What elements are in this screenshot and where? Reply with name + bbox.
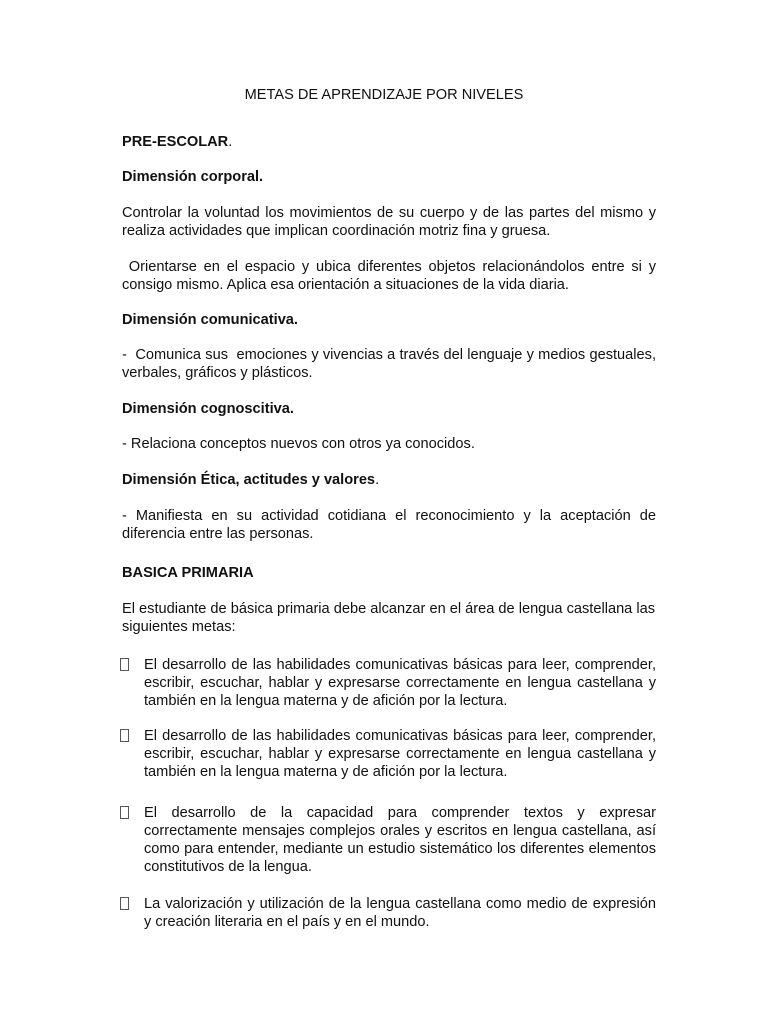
list-item (120, 656, 656, 710)
paragraph-cognoscitiva: - Relaciona conceptos nuevos con otros ya conocidos. (122, 436, 475, 452)
preescolar-heading-text: PRE-ESCOLAR (122, 134, 229, 150)
subheading-comunicativa: Dimensión comunicativa. (122, 312, 298, 328)
page-title: METAS DE APRENDIZAJE POR NIVELES (244, 87, 524, 103)
paragraph-etica: - Manifiesta en su actividad cotidiana el reconocimiento y la aceptación de diferencia entre las personas. (122, 508, 656, 542)
etica-heading-suffix: . (375, 472, 380, 488)
list-item-text: El desarrollo de la capacidad para comprender textos y expresar correctamente mensajes complejos orales y escritos en lengua castellana, así como para entender, mediante un estudio sistemático los diferentes elementos constitutivos de la lengua. (144, 805, 656, 875)
bullet-box-icon (120, 806, 129, 819)
section-heading-primaria: BASICA PRIMARIA (122, 565, 254, 581)
paragraph-primaria-intro: El estudiante de básica primaria debe alcanzar en el área de lengua castellana las siguientes metas: (122, 601, 656, 635)
paragraph-corporal-1: Controlar la voluntad los movimientos de su cuerpo y de las partes del mismo y realiza actividades que implican coordinación motriz fina y gruesa. (122, 205, 656, 239)
list-item-text: El desarrollo de las habilidades comunicativas básicas para leer, comprender, escribir, escuchar, hablar y expresarse correctamente en lengua castellana y también en la lengua materna y de afición por la lectura. (144, 657, 656, 709)
list-item (120, 895, 656, 931)
section-heading-preescolar (122, 133, 656, 151)
list-item (120, 804, 656, 876)
list-item-text: El desarrollo de las habilidades comunicativas básicas para leer, comprender, escribir, escuchar, hablar y expresarse correctamente en lengua castellana y también en la lengua materna y de afición por la lectura. (144, 728, 656, 780)
subheading-corporal: Dimensión corporal. (122, 169, 264, 185)
paragraph-comunicativa: - Comunica sus emociones y vivencias a través del lenguaje y medios gestuales, verbales, gráficos y plásticos. (122, 347, 661, 381)
bullet-box-icon (120, 658, 129, 671)
preescolar-heading-suffix: . (228, 134, 233, 150)
subheading-cognoscitiva: Dimensión cognoscitiva. (122, 401, 294, 417)
subheading-etica (122, 471, 656, 489)
bullet-box-icon (120, 897, 129, 910)
list-item (120, 727, 656, 781)
paragraph-corporal-2: Orientarse en el espacio y ubica diferentes objetos relacionándolos entre si y consigo mismo. Aplica esa orientación a situaciones de la vida diaria. (122, 259, 661, 293)
bullet-box-icon (120, 729, 129, 742)
etica-heading-text: Dimensión Ética, actitudes y valores (122, 472, 376, 488)
list-item-text: La valorización y utilización de la lengua castellana como medio de expresión y creación literaria en el país y en el mundo. (144, 896, 656, 930)
